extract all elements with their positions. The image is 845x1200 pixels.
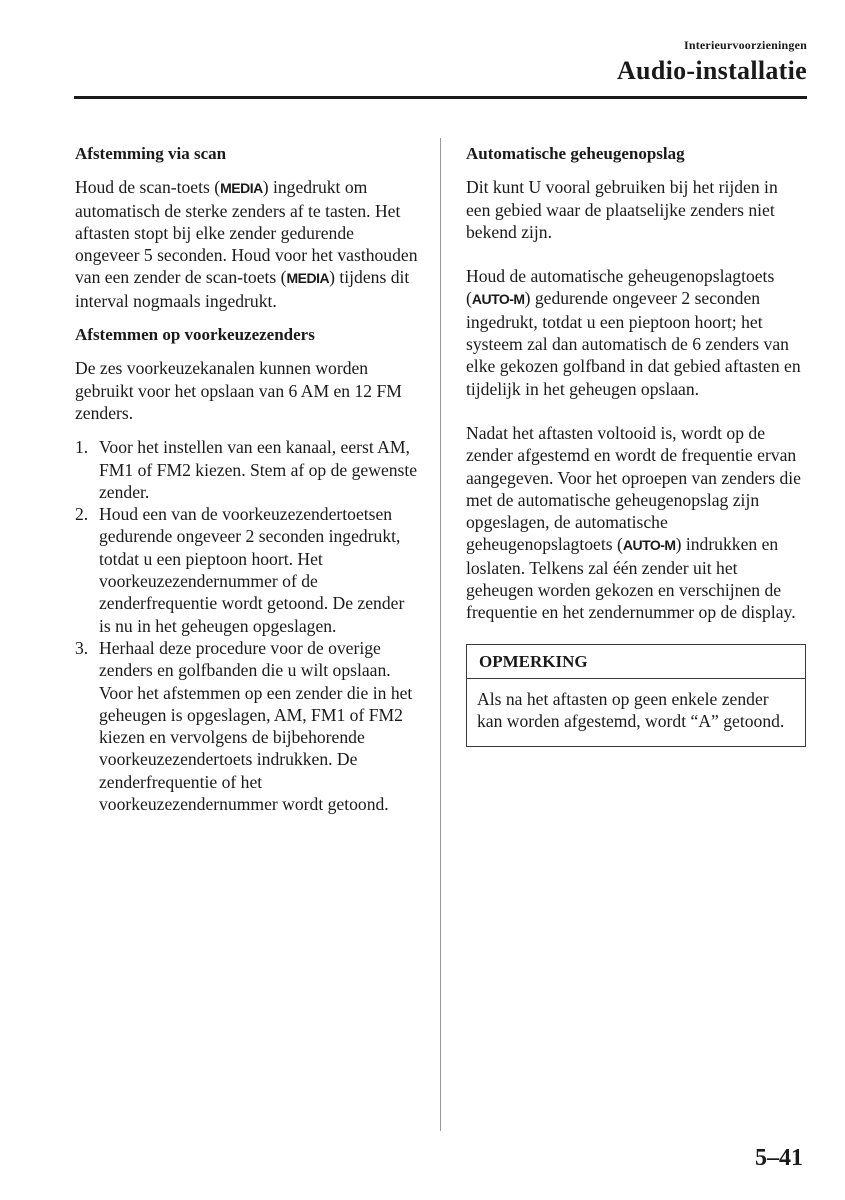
scan-paragraph [75,176,420,312]
auto-memory-heading: Automatische geheugenopslag [466,144,685,163]
list-item [75,637,420,815]
auto-paragraph-3 [466,422,806,624]
auto-text-2: ) gedurende ongeveer 2 seconden ingedrukt, totdat u een pieptoon hoort; het systeem zal dan automatisch de 6 zenders van elke gekozen golfband in dat gebied aftasten en tijdelijk in het geheugen opslaan. [466,288,801,399]
auto-m-key-label: AUTO-M [622,537,676,554]
step-number: 1. [75,437,89,458]
right-column [466,143,806,747]
scan-text-2: ) ingedrukt om automatisch de sterke zenders af te tasten. Het aftasten stopt bij elke zender gedurende ongeveer 5 seconden. Houd voor het vasthouden van een zender de scan-toets ( [75,177,418,288]
auto-m-key-label: AUTO-M [471,291,525,308]
media-key-label: MEDIA [220,180,263,197]
preset-intro: De zes voorkeuzekanalen kunnen worden gebruikt voor het opslaan van 6 AM en 12 FM zenders. [75,358,402,423]
scan-text-1: Houd de scan-toets ( [75,177,221,198]
preset-steps-list [75,436,420,815]
column-divider [440,138,441,1131]
auto-text-3: Nadat het aftasten voltooid is, wordt op de zender afgestemd en wordt de frequentie ervan aangegeven. Voor het oproepen van zenders die met de automatische geheugenopslag zijn opgeslagen, de automatische geheugenopslagtoets ( [466,422,801,555]
note-body: Als na het aftasten op geen enkele zender kan worden afgestemd, wordt “A” getoond. [477,688,785,732]
scan-text-3: ) tijdens dit interval nogmaals ingedrukt. [75,267,410,311]
auto-text-4: ) indrukken en loslaten. Telkens zal één zender uit het geheugen worden gekozen en verschijnen de frequentie en het zendernummer op de display. [466,534,796,623]
page-title: Audio-installatie [616,56,807,85]
note-box [466,644,806,747]
left-column [75,143,420,815]
step-text: Voor het instellen van een kanaal, eerst AM, FM1 of FM2 kiezen. Stem af op de gewenste zender. [99,437,418,502]
header-rule [74,96,807,99]
step-number: 3. [75,637,89,658]
auto-paragraph-1: Dit kunt U vooral gebruiken bij het rijden in een gebied waar de plaatselijke zenders niet bekend zijn. [466,177,778,242]
list-item [75,436,420,503]
list-item [75,503,420,637]
preset-heading: Afstemmen op voorkeuzezenders [75,325,315,345]
page-number: 5–41 [755,1145,803,1171]
step-text: Houd een van de voorkeuzezendertoetsen gedurende ongeveer 2 seconden ingedrukt, totdat u een pieptoon hoort. Het voorkeuzezendernummer of de zenderfrequentie wordt getoond. De zender is nu in het geheugen opgeslagen. [99,504,405,636]
scan-heading: Afstemming via scan [75,144,227,163]
auto-paragraph-2 [466,265,806,400]
step-text: Herhaal deze procedure voor de overige zenders en golfbanden die u wilt opslaan. Voor het afstemmen op een zender die in het geheugen is opgeslagen, AM, FM1 of FM2 kiezen en vervolgens de bijbehorende voorkeuzezendertoets indrukken. De zenderfrequentie of het voorkeuzezendernummer wordt getoond. [99,637,413,815]
media-key-label: MEDIA [286,270,330,287]
auto-text-1: Houd de automatische geheugenopslagtoets ( [466,266,775,309]
note-title: OPMERKING [467,645,805,679]
step-number: 2. [75,504,89,525]
section-label: Interieurvoorzieningen [683,38,807,52]
